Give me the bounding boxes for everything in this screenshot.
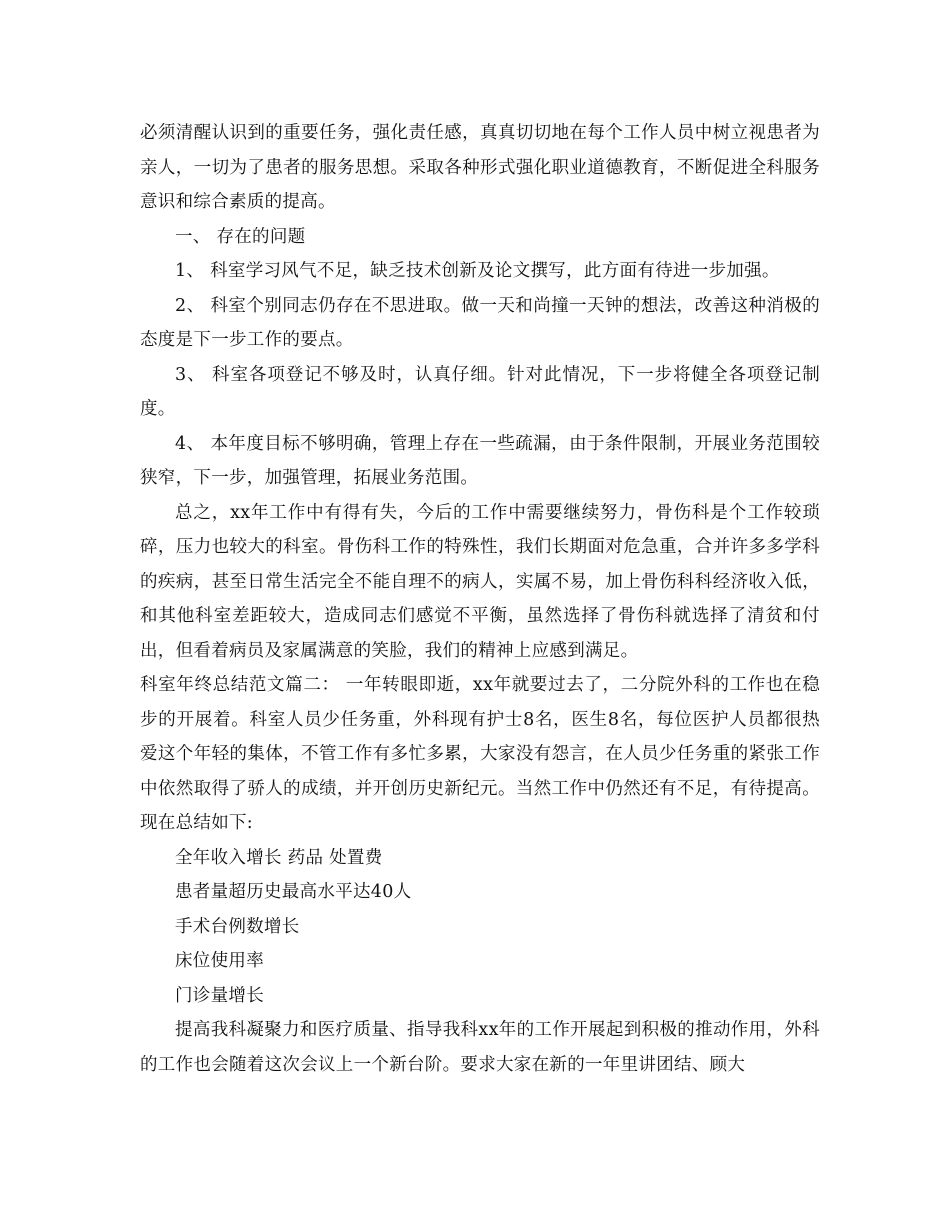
- problem-item-3: 3、 科室各项登记不够及时，认真仔细。针对此情况，下一步将健全各项登记制度。: [140, 364, 820, 419]
- list-item-outpatient: 门诊量增长: [175, 985, 264, 1006]
- paragraph-sample-two: 科室年终总结范文篇二： 一年转眼即逝，xx年就要过去了，二分院外科的工作也在稳步的开展着。科室人员少任务重，外科现有护士8名，医生8名，每位医护人员都很热爱这个年轻的集体，不管工作有多忙多累，大家没有怨言，在人员少任务重的紧张工作中依然取得了骄人的成绩，并开创历史新纪元。当然工作中仍然还有不足，有待提高。现在总结如下:: [140, 675, 820, 833]
- section-heading-problems: 一、 存在的问题: [175, 226, 306, 247]
- list-item-patients: 患者量超历史最高水平达40人: [175, 882, 412, 902]
- problem-item-2: 2、 科室个别同志仍存在不思进取。做一天和尚撞一天钟的想法，改善这种消极的态度是下一步工作的要点。: [140, 295, 820, 350]
- list-item-surgery: 手术台例数增长: [175, 916, 300, 937]
- paragraph-closing: 提高我科凝聚力和医疗质量、指导我科xx年的工作开展起到积极的推动作用，外科的工作也会随着这次会议上一个新台阶。要求大家在新的一年里讲团结、顾大: [140, 1020, 820, 1075]
- problem-item-1: 1、 科室学习风气不足，缺乏技术创新及论文撰写，此方面有待进一步加强。: [175, 261, 780, 281]
- problem-item-4: 4、 本年度目标不够明确，管理上存在一些疏漏，由于条件限制，开展业务范围较狭窄，下一步，加强管理，拓展业务范围。: [140, 433, 820, 488]
- list-item-income: 全年收入增长 药品 处置费: [175, 847, 383, 868]
- paragraph-summary: 总之，xx年工作中有得有失，今后的工作中需要继续努力，骨伤科是个工作较琐碎，压力也较大的科室。骨伤科工作的特殊性，我们长期面对危急重，合并许多多学科的疾病，甚至日常生活完全不能自理不的病人，实属不易，加上骨伤科科经济收入低，和其他科室差距较大，造成同志们感觉不平衡，虽然选择了骨伤科就选择了清贫和付出，但看着病员及家属满意的笑脸，我们的精神上应感到满足。: [140, 502, 820, 661]
- paragraph-intro-continued: 必须清醒认识到的重要任务，强化责任感，真真切切地在每个工作人员中树立视患者为亲人，一切为了患者的服务思想。采取各种形式强化职业道德教育，不断促进全科服务意识和综合素质的提高。: [140, 123, 820, 212]
- document-body: [140, 116, 820, 1082]
- list-item-bed-usage: 床位使用率: [175, 951, 264, 971]
